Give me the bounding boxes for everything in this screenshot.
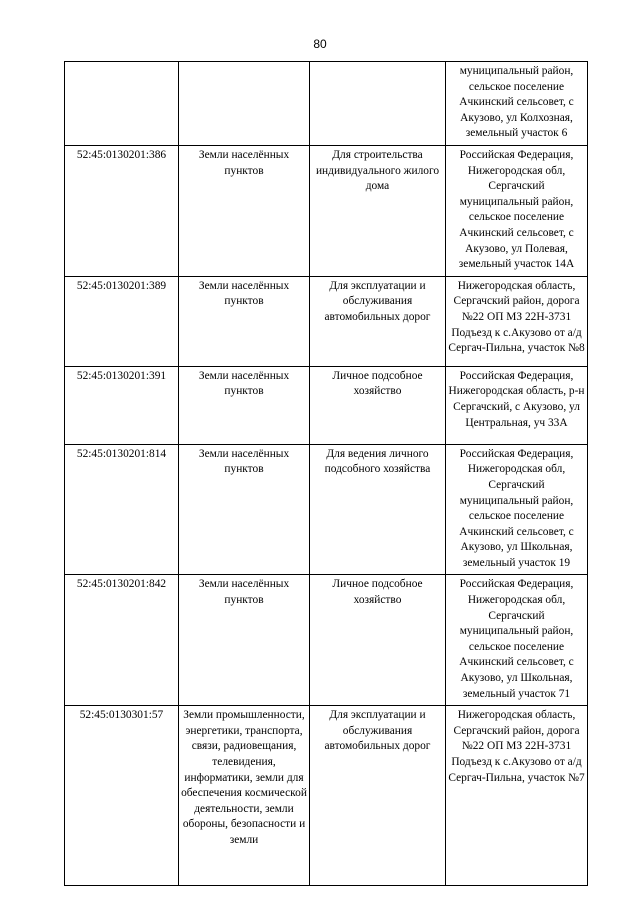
cadastral-number-cell: 52:45:0130201:842 <box>65 575 179 706</box>
land-category-cell: Земли промышленности, энергетики, транспорта, связи, радиовещания, телевидения, информатики, земли для обеспечения космической деятельности, земли обороны, безопасности и земли <box>179 706 310 886</box>
land-category-cell: Земли населённых пунктов <box>179 366 310 444</box>
permitted-use-cell: Для эксплуатации и обслуживания автомобильных дорог <box>310 276 446 366</box>
address-cell: Российская Федерация, Нижегородская область, р-н Сергачский, с Акузово, ул Центральная, уч 33А <box>446 366 588 444</box>
table-row <box>65 276 588 366</box>
address-cell: Нижегородская область, Сергачский район, дорога №22 ОП МЗ 22Н-3731 Подъезд к с.Акузово от а/д Сергач-Пильна, участок №7 <box>446 706 588 886</box>
permitted-use-cell: Для строительства индивидуального жилого дома <box>310 145 446 276</box>
cadastral-number-cell: 52:45:0130201:391 <box>65 366 179 444</box>
address-cell: Нижегородская область, Сергачский район, дорога №22 ОП МЗ 22Н-3731 Подъезд к с.Акузово от а/д Сергач-Пильна, участок №8 <box>446 276 588 366</box>
address-cell: Российская Федерация, Нижегородская обл, Сергачский муниципальный район, сельское поселение Ачкинский сельсовет, с Акузово, ул Полевая, земельный участок 14А <box>446 145 588 276</box>
permitted-use-cell: Личное подсобное хозяйство <box>310 366 446 444</box>
land-category-cell <box>179 62 310 146</box>
cadastral-number-cell: 52:45:0130201:814 <box>65 444 179 575</box>
land-category-cell: Земли населённых пунктов <box>179 145 310 276</box>
address-cell: Российская Федерация, Нижегородская обл, Сергачский муниципальный район, сельское поселение Ачкинский сельсовет, с Акузово, ул Школьная, земельный участок 19 <box>446 444 588 575</box>
page-number: 80 <box>313 37 327 51</box>
cadastral-number-cell: 52:45:0130301:57 <box>65 706 179 886</box>
cadastral-number-cell: 52:45:0130201:389 <box>65 276 179 366</box>
land-category-cell: Земли населённых пунктов <box>179 276 310 366</box>
table-row <box>65 444 588 575</box>
cadastral-number-cell: 52:45:0130201:386 <box>65 145 179 276</box>
permitted-use-cell: Для ведения личного подсобного хозяйства <box>310 444 446 575</box>
land-plots-table <box>64 61 588 886</box>
land-category-cell: Земли населённых пунктов <box>179 575 310 706</box>
address-cell: муниципальный район, сельское поселение Ачкинский сельсовет, с Акузово, ул Колхозная, земельный участок 6 <box>446 62 588 146</box>
table-row <box>65 145 588 276</box>
table-row <box>65 366 588 444</box>
table-row <box>65 62 588 146</box>
address-cell: Российская Федерация, Нижегородская обл, Сергачский муниципальный район, сельское поселение Ачкинский сельсовет, с Акузово, ул Школьная, земельный участок 71 <box>446 575 588 706</box>
land-category-cell: Земли населённых пунктов <box>179 444 310 575</box>
table-row <box>65 575 588 706</box>
permitted-use-cell <box>310 62 446 146</box>
table-row <box>65 706 588 886</box>
permitted-use-cell: Для эксплуатации и обслуживания автомобильных дорог <box>310 706 446 886</box>
cadastral-number-cell <box>65 62 179 146</box>
permitted-use-cell: Личное подсобное хозяйство <box>310 575 446 706</box>
